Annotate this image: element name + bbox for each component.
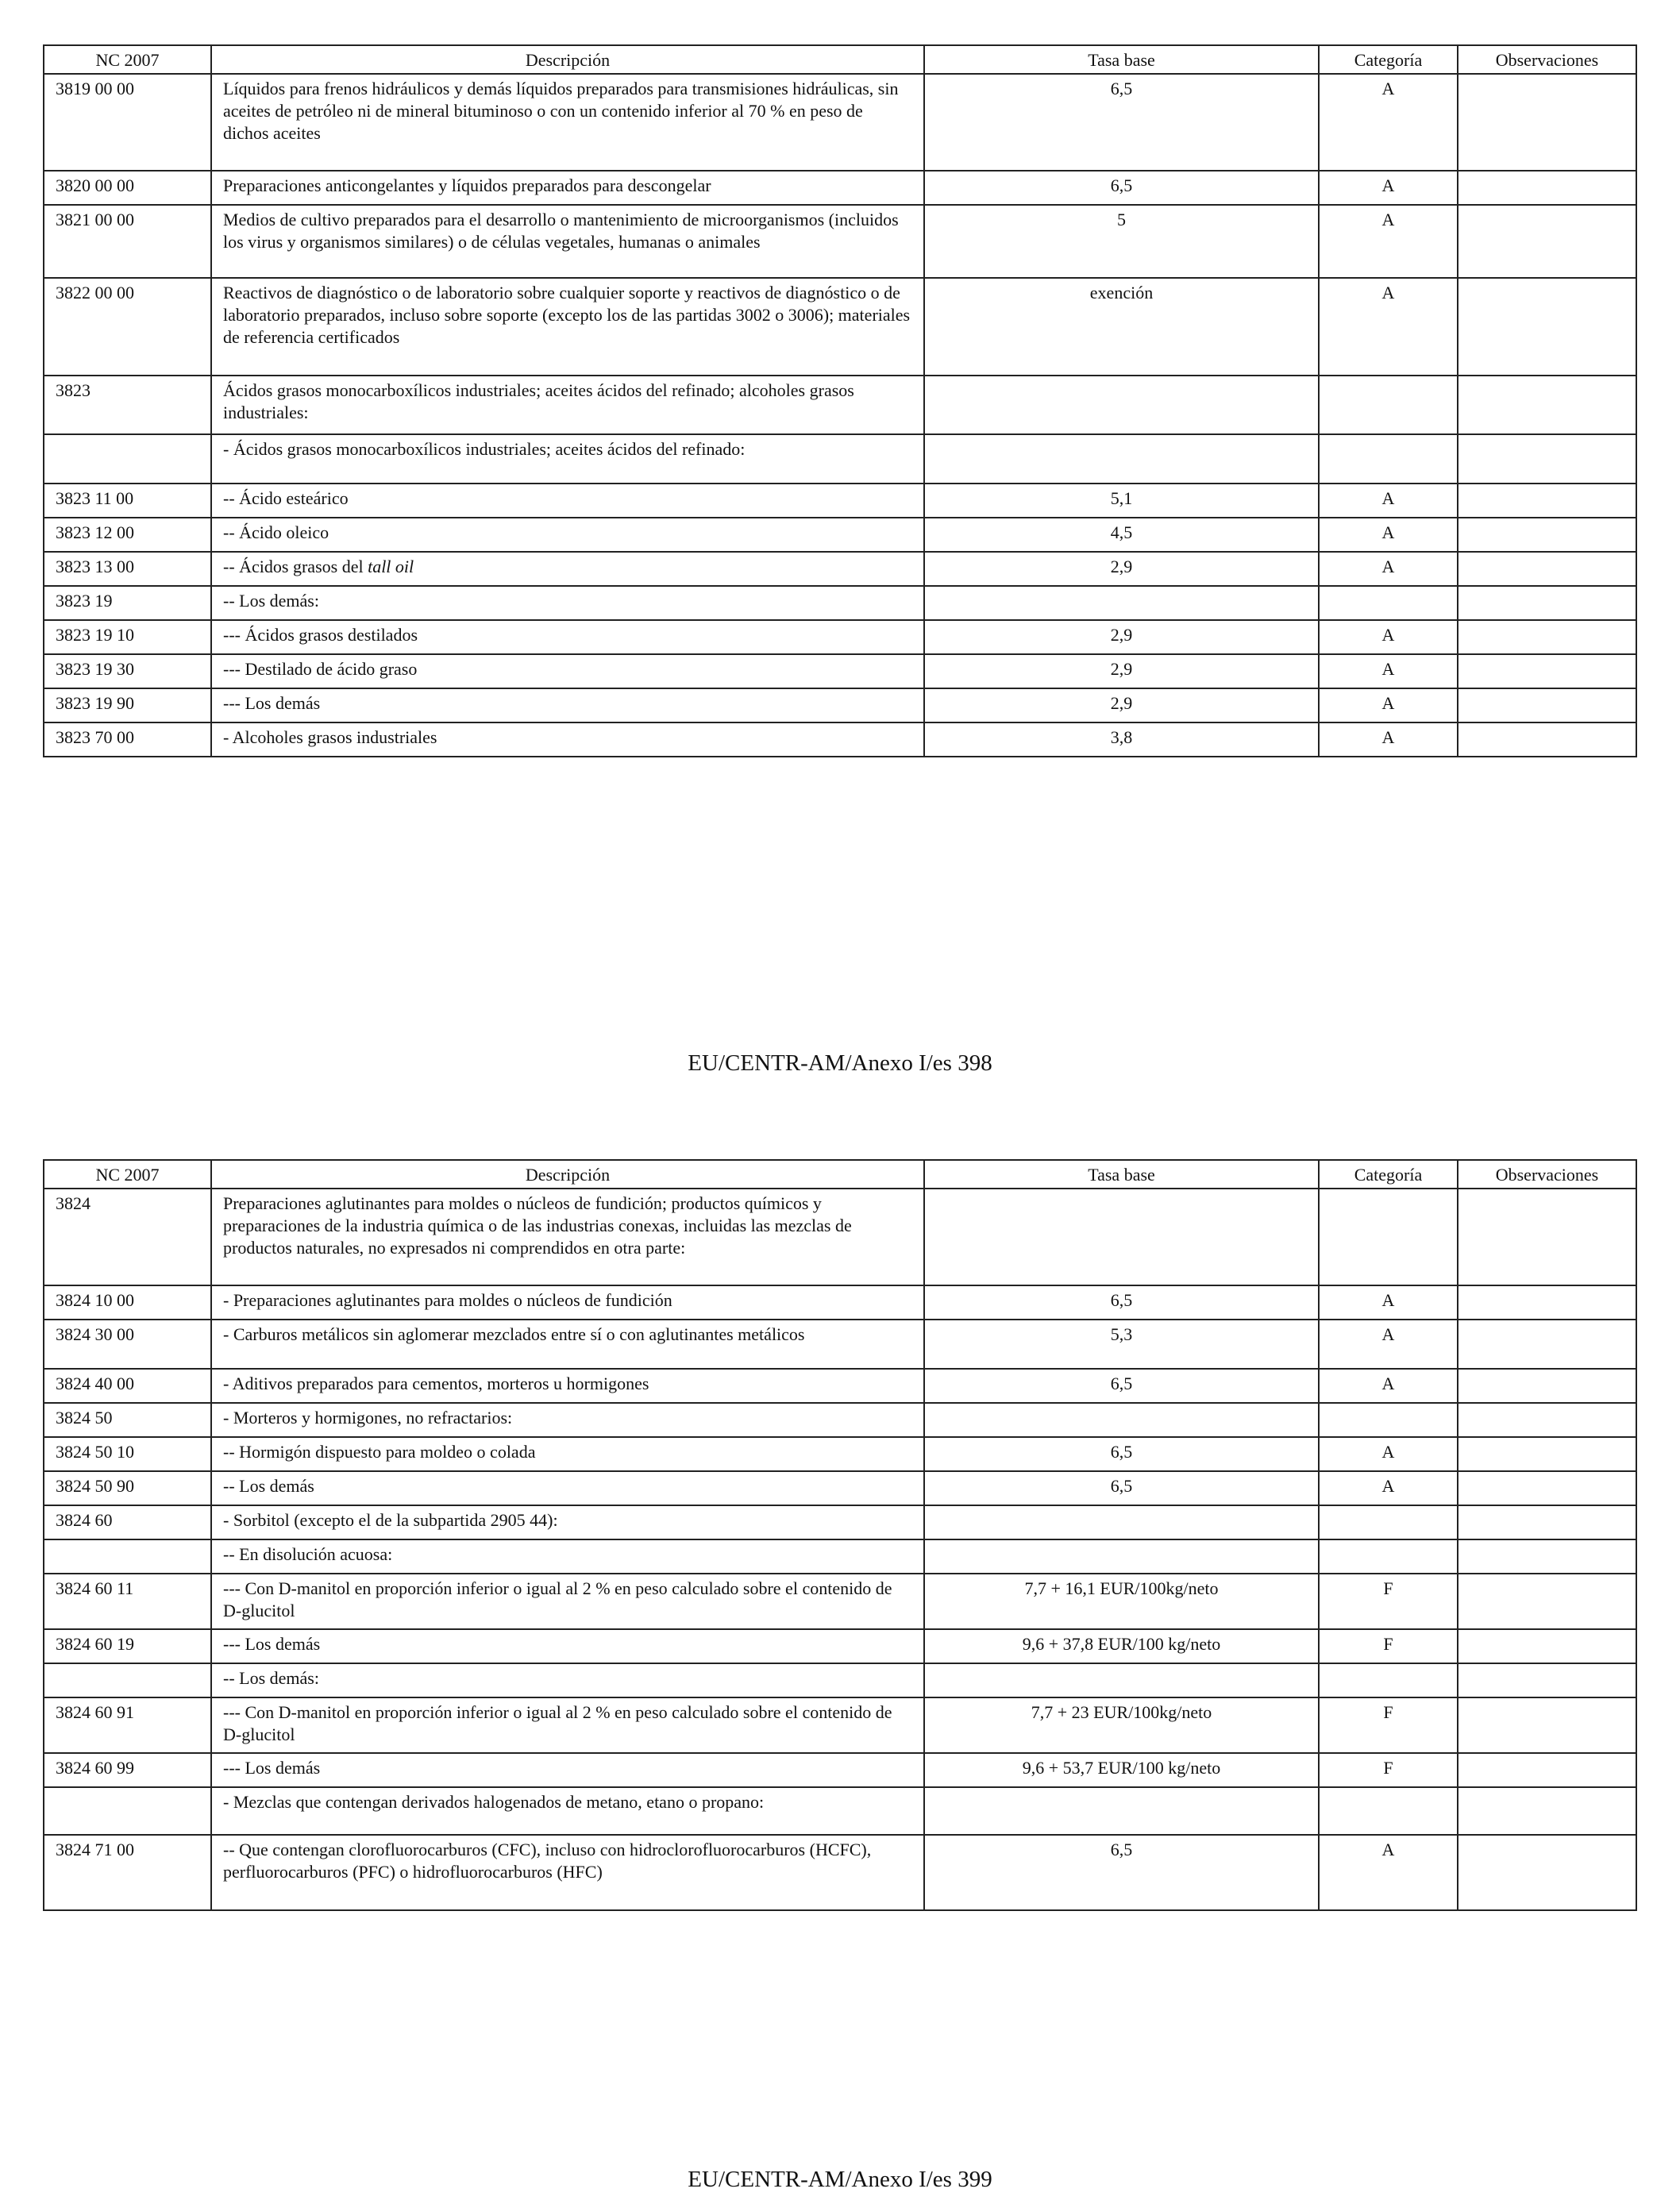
base-rate xyxy=(924,1505,1319,1539)
page-footer-398: EU/CENTR-AM/Anexo I/es 398 xyxy=(688,1050,992,1076)
header-categoria: Categoría xyxy=(1319,1160,1458,1189)
base-rate: 6,5 xyxy=(924,74,1319,171)
table-row xyxy=(44,552,1636,586)
category: A xyxy=(1319,1471,1458,1505)
base-rate: 3,8 xyxy=(924,722,1319,757)
base-rate: 2,9 xyxy=(924,620,1319,654)
description: --- Los demás xyxy=(211,1753,924,1787)
category xyxy=(1319,1189,1458,1285)
table-row xyxy=(44,1835,1636,1910)
observations xyxy=(1458,1629,1636,1663)
nc-code: 3822 00 00 xyxy=(44,278,211,376)
description: -- Los demás xyxy=(211,1471,924,1505)
table-row xyxy=(44,1787,1636,1835)
base-rate xyxy=(924,376,1319,434)
header-nc-2007: NC 2007 xyxy=(44,1160,211,1189)
base-rate: 2,9 xyxy=(924,688,1319,722)
table-row xyxy=(44,1697,1636,1753)
table-row xyxy=(44,620,1636,654)
category xyxy=(1319,376,1458,434)
table-row xyxy=(44,1285,1636,1320)
nc-code: 3824 60 xyxy=(44,1505,211,1539)
category: A xyxy=(1319,278,1458,376)
table-row xyxy=(44,74,1636,171)
observations xyxy=(1458,171,1636,205)
table-row xyxy=(44,205,1636,278)
description: - Sorbitol (excepto el de la subpartida 2905 44): xyxy=(211,1505,924,1539)
nc-code: 3823 xyxy=(44,376,211,434)
table-header-row xyxy=(44,45,1636,74)
category xyxy=(1319,1403,1458,1437)
nc-code xyxy=(44,1539,211,1574)
header-observaciones: Observaciones xyxy=(1458,45,1636,74)
description: -- En disolución acuosa: xyxy=(211,1539,924,1574)
table-row xyxy=(44,1505,1636,1539)
base-rate xyxy=(924,1663,1319,1697)
table-row xyxy=(44,484,1636,518)
description: Preparaciones anticongelantes y líquidos preparados para descongelar xyxy=(211,171,924,205)
table-row xyxy=(44,1369,1636,1403)
observations xyxy=(1458,1663,1636,1697)
tariff-table-page-399 xyxy=(43,1159,1637,1911)
table-row xyxy=(44,688,1636,722)
table-row xyxy=(44,1189,1636,1285)
observations xyxy=(1458,1403,1636,1437)
category: A xyxy=(1319,171,1458,205)
base-rate: 6,5 xyxy=(924,1285,1319,1320)
nc-code xyxy=(44,1663,211,1697)
observations xyxy=(1458,722,1636,757)
category: F xyxy=(1319,1697,1458,1753)
nc-code: 3824 71 00 xyxy=(44,1835,211,1910)
description: -- Hormigón dispuesto para moldeo o colada xyxy=(211,1437,924,1471)
observations xyxy=(1458,1285,1636,1320)
observations xyxy=(1458,552,1636,586)
base-rate: 5 xyxy=(924,205,1319,278)
observations xyxy=(1458,434,1636,484)
nc-code: 3824 50 90 xyxy=(44,1471,211,1505)
category: F xyxy=(1319,1753,1458,1787)
nc-code: 3824 50 xyxy=(44,1403,211,1437)
category xyxy=(1319,1663,1458,1697)
table-row xyxy=(44,278,1636,376)
table-row xyxy=(44,1403,1636,1437)
table-row xyxy=(44,586,1636,620)
description: --- Ácidos grasos destilados xyxy=(211,620,924,654)
description xyxy=(211,552,924,586)
description: - Aditivos preparados para cementos, morteros u hormigones xyxy=(211,1369,924,1403)
table-row xyxy=(44,1437,1636,1471)
base-rate xyxy=(924,1189,1319,1285)
description: -- Que contengan clorofluorocarburos (CFC), incluso con hidroclorofluorocarburos (HCFC), perfluorocarburos (PFC) o hidrofluorocarburos (HFC) xyxy=(211,1835,924,1910)
description: Medios de cultivo preparados para el desarrollo o mantenimiento de microorganismos (incluidos los virus y organismos similares) o de células vegetales, humanas o animales xyxy=(211,205,924,278)
table-row xyxy=(44,434,1636,484)
description: Reactivos de diagnóstico o de laboratorio sobre cualquier soporte y reactivos de diagnóstico o de laboratorio preparados, incluso sobre soporte (excepto los de las partidas 3002 o 3006); materiales de referencia certificados xyxy=(211,278,924,376)
nc-code: 3824 30 00 xyxy=(44,1320,211,1369)
nc-code xyxy=(44,1787,211,1835)
description: - Alcoholes grasos industriales xyxy=(211,722,924,757)
base-rate xyxy=(924,434,1319,484)
base-rate xyxy=(924,1539,1319,1574)
nc-code: 3824 60 99 xyxy=(44,1753,211,1787)
header-categoria: Categoría xyxy=(1319,45,1458,74)
observations xyxy=(1458,586,1636,620)
table-row xyxy=(44,1471,1636,1505)
table-row xyxy=(44,722,1636,757)
observations xyxy=(1458,654,1636,688)
nc-code: 3823 70 00 xyxy=(44,722,211,757)
nc-code: 3823 19 30 xyxy=(44,654,211,688)
description: - Carburos metálicos sin aglomerar mezclados entre sí o con aglutinantes metálicos xyxy=(211,1320,924,1369)
base-rate: 7,7 + 16,1 EUR/100kg/neto xyxy=(924,1574,1319,1629)
category: A xyxy=(1319,552,1458,586)
table-row xyxy=(44,171,1636,205)
nc-code: 3823 11 00 xyxy=(44,484,211,518)
nc-code: 3824 40 00 xyxy=(44,1369,211,1403)
base-rate: 6,5 xyxy=(924,1471,1319,1505)
observations xyxy=(1458,1320,1636,1369)
table-row xyxy=(44,1753,1636,1787)
category: A xyxy=(1319,654,1458,688)
base-rate: 2,9 xyxy=(924,552,1319,586)
tariff-table-page-398 xyxy=(43,44,1637,757)
table-row xyxy=(44,654,1636,688)
observations xyxy=(1458,278,1636,376)
observations xyxy=(1458,376,1636,434)
observations xyxy=(1458,620,1636,654)
nc-code: 3823 13 00 xyxy=(44,552,211,586)
observations xyxy=(1458,688,1636,722)
observations xyxy=(1458,205,1636,278)
category: F xyxy=(1319,1574,1458,1629)
category: A xyxy=(1319,722,1458,757)
header-descripcion: Descripción xyxy=(211,1160,924,1189)
category xyxy=(1319,1505,1458,1539)
description-text: -- Ácidos grasos del xyxy=(223,557,368,576)
category: A xyxy=(1319,620,1458,654)
category: A xyxy=(1319,1320,1458,1369)
base-rate: 9,6 + 37,8 EUR/100 kg/neto xyxy=(924,1629,1319,1663)
category: A xyxy=(1319,1285,1458,1320)
category: A xyxy=(1319,484,1458,518)
nc-code: 3824 50 10 xyxy=(44,1437,211,1471)
nc-code: 3819 00 00 xyxy=(44,74,211,171)
base-rate: exención xyxy=(924,278,1319,376)
table-row xyxy=(44,1320,1636,1369)
table-row xyxy=(44,1629,1636,1663)
base-rate: 6,5 xyxy=(924,1437,1319,1471)
table-row xyxy=(44,1539,1636,1574)
observations xyxy=(1458,1471,1636,1505)
observations xyxy=(1458,1753,1636,1787)
category: A xyxy=(1319,518,1458,552)
header-tasa-base: Tasa base xyxy=(924,1160,1319,1189)
category xyxy=(1319,586,1458,620)
description: --- Con D-manitol en proporción inferior o igual al 2 % en peso calculado sobre el contenido de D-glucitol xyxy=(211,1574,924,1629)
base-rate: 9,6 + 53,7 EUR/100 kg/neto xyxy=(924,1753,1319,1787)
header-tasa-base: Tasa base xyxy=(924,45,1319,74)
nc-code: 3820 00 00 xyxy=(44,171,211,205)
description: -- Ácido esteárico xyxy=(211,484,924,518)
category: F xyxy=(1319,1629,1458,1663)
description: - Preparaciones aglutinantes para moldes o núcleos de fundición xyxy=(211,1285,924,1320)
base-rate xyxy=(924,1403,1319,1437)
observations xyxy=(1458,1697,1636,1753)
description: -- Los demás: xyxy=(211,586,924,620)
description: --- Los demás xyxy=(211,1629,924,1663)
header-observaciones: Observaciones xyxy=(1458,1160,1636,1189)
nc-code: 3824 10 00 xyxy=(44,1285,211,1320)
category: A xyxy=(1319,74,1458,171)
observations xyxy=(1458,74,1636,171)
category: A xyxy=(1319,205,1458,278)
header-descripcion: Descripción xyxy=(211,45,924,74)
description: - Ácidos grasos monocarboxílicos industriales; aceites ácidos del refinado: xyxy=(211,434,924,484)
table-header-row xyxy=(44,1160,1636,1189)
base-rate: 5,1 xyxy=(924,484,1319,518)
category: A xyxy=(1319,1369,1458,1403)
category xyxy=(1319,1787,1458,1835)
base-rate: 6,5 xyxy=(924,1369,1319,1403)
base-rate xyxy=(924,586,1319,620)
observations xyxy=(1458,518,1636,552)
base-rate: 4,5 xyxy=(924,518,1319,552)
description: -- Los demás: xyxy=(211,1663,924,1697)
nc-code xyxy=(44,434,211,484)
observations xyxy=(1458,1437,1636,1471)
observations xyxy=(1458,1835,1636,1910)
observations xyxy=(1458,1505,1636,1539)
description: -- Ácido oleico xyxy=(211,518,924,552)
base-rate: 7,7 + 23 EUR/100kg/neto xyxy=(924,1697,1319,1753)
nc-code: 3823 19 10 xyxy=(44,620,211,654)
observations xyxy=(1458,1189,1636,1285)
category: A xyxy=(1319,1835,1458,1910)
category xyxy=(1319,434,1458,484)
nc-code: 3824 xyxy=(44,1189,211,1285)
observations xyxy=(1458,1574,1636,1629)
nc-code: 3821 00 00 xyxy=(44,205,211,278)
description: Líquidos para frenos hidráulicos y demás líquidos preparados para transmisiones hidráulicas, sin aceites de petróleo ni de mineral bituminoso o con un contenido inferior al 70 % en peso de dichos aceites xyxy=(211,74,924,171)
table-row xyxy=(44,518,1636,552)
description: --- Destilado de ácido graso xyxy=(211,654,924,688)
nc-code: 3824 60 11 xyxy=(44,1574,211,1629)
table-row xyxy=(44,376,1636,434)
category: A xyxy=(1319,688,1458,722)
table-row xyxy=(44,1663,1636,1697)
description: - Mezclas que contengan derivados halogenados de metano, etano o propano: xyxy=(211,1787,924,1835)
description: --- Con D-manitol en proporción inferior o igual al 2 % en peso calculado sobre el contenido de D-glucitol xyxy=(211,1697,924,1753)
base-rate: 6,5 xyxy=(924,171,1319,205)
category: A xyxy=(1319,1437,1458,1471)
observations xyxy=(1458,484,1636,518)
nc-code: 3823 19 xyxy=(44,586,211,620)
nc-code: 3823 19 90 xyxy=(44,688,211,722)
nc-code: 3823 12 00 xyxy=(44,518,211,552)
header-nc-2007: NC 2007 xyxy=(44,45,211,74)
nc-code: 3824 60 19 xyxy=(44,1629,211,1663)
description: Preparaciones aglutinantes para moldes o núcleos de fundición; productos químicos y preparaciones de la industria química o de las industrias conexas, incluidas las mezclas de productos naturales, no expresados ni comprendidos en otra parte: xyxy=(211,1189,924,1285)
description-italic-term: tall oil xyxy=(368,557,414,576)
observations xyxy=(1458,1539,1636,1574)
table-row xyxy=(44,1574,1636,1629)
base-rate: 6,5 xyxy=(924,1835,1319,1910)
observations xyxy=(1458,1369,1636,1403)
description: --- Los demás xyxy=(211,688,924,722)
base-rate: 5,3 xyxy=(924,1320,1319,1369)
nc-code: 3824 60 91 xyxy=(44,1697,211,1753)
description: - Morteros y hormigones, no refractarios: xyxy=(211,1403,924,1437)
page-footer-399: EU/CENTR-AM/Anexo I/es 399 xyxy=(688,2167,992,2192)
base-rate: 2,9 xyxy=(924,654,1319,688)
base-rate xyxy=(924,1787,1319,1835)
category xyxy=(1319,1539,1458,1574)
description: Ácidos grasos monocarboxílicos industriales; aceites ácidos del refinado; alcoholes grasos industriales: xyxy=(211,376,924,434)
observations xyxy=(1458,1787,1636,1835)
